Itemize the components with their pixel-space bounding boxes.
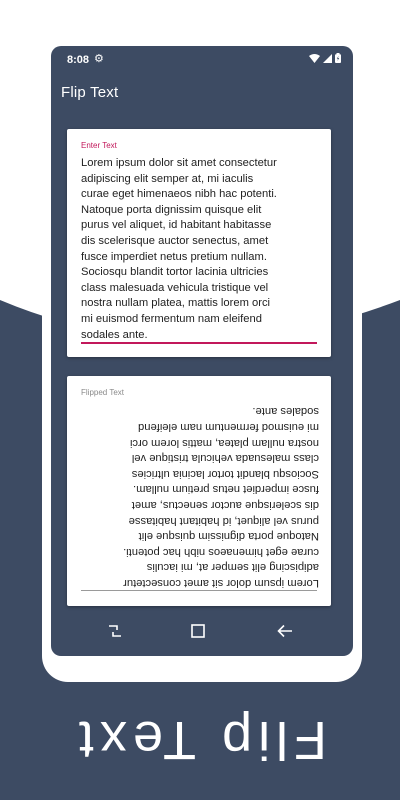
flipped-text-field[interactable]: Lorem ipsum dolor sit amet consectetur adipiscing elit semper at, mi iaculis curae eget himenaeos nibh hac potenti. Natoque porta dignissim quisque elit purus vel aliquet, id habitant habitasse dis scelerisque auctor senectus, amet fusce imperdiet netus pretium nullam. Sociosqu blandit tortor lacinia ultricies class malesuada vehicula tristique vel nostra nullam platea, mattis lorem orci mi euismod fermentum nam eleifend sodales ante. [123, 405, 319, 590]
wifi-icon [309, 54, 320, 63]
input-card [67, 129, 331, 357]
status-time: 8:08 [67, 54, 90, 66]
input-label: Enter Text [81, 141, 117, 150]
back-button[interactable] [273, 621, 297, 641]
output-card [67, 376, 331, 606]
output-label: Flipped Text [81, 388, 124, 397]
input-text-field[interactable]: Lorem ipsum dolor sit amet consectetur adipiscing elit semper at, mi iaculis curae eget himenaeos nibh hac potenti. Natoque porta dignissim quisque elit purus vel aliquet, id habitant habitasse dis scelerisque auctor senectus, amet fusce imperdiet netus pretium nullam. Sociosqu blandit tortor lacinia ultricies class malesuada vehicula tristique vel nostra nullam platea, mattis lorem orci mi euismod fermentum nam eleifend sodales ante. [81, 157, 277, 341]
app-title: Flip Text [61, 84, 119, 101]
brand-flipped-title: Flip Text [72, 710, 328, 770]
battery-icon [335, 53, 341, 63]
home-icon [191, 624, 205, 638]
app-screen [51, 46, 353, 656]
home-button[interactable] [186, 621, 210, 641]
status-icons [309, 53, 341, 63]
recents-icon [108, 624, 122, 638]
output-underline [81, 590, 317, 591]
navigation-bar [51, 611, 353, 653]
settings-icon: ⚙ [94, 53, 104, 65]
phone-frame [42, 36, 362, 682]
status-bar [51, 46, 353, 74]
input-underline [81, 342, 317, 344]
recents-button[interactable] [103, 621, 127, 641]
signal-icon [323, 54, 332, 63]
back-icon [277, 624, 293, 638]
